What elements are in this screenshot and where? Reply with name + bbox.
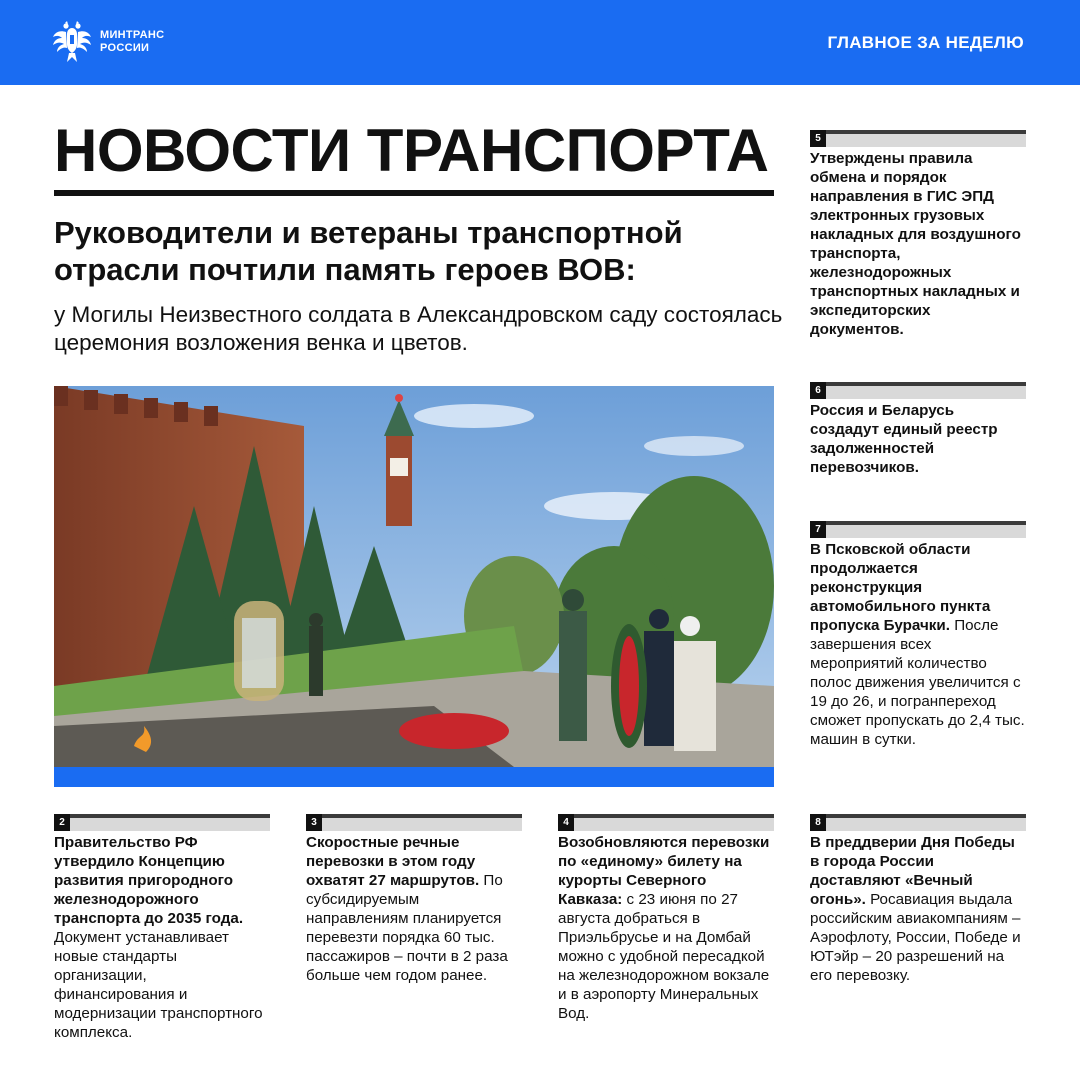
news-number: 8 <box>810 814 826 831</box>
title-underline <box>54 190 774 196</box>
news-item-header <box>306 814 522 831</box>
week-label: ГЛАВНОЕ ЗА НЕДЕЛЮ <box>827 33 1024 52</box>
news-number: 6 <box>810 382 826 399</box>
ministry-logo[interactable] <box>52 20 164 64</box>
news-item-header <box>810 382 1026 399</box>
news-headline: В Псковской области продолжается реконструкция автомобильного пункта пропуска Бурачки. <box>810 541 991 634</box>
page-title: НОВОСТИ ТРАНСПОРТА <box>54 117 769 184</box>
news-item-2[interactable] <box>54 814 270 1042</box>
logo-text <box>100 29 164 55</box>
news-body <box>54 833 270 1042</box>
news-item-3[interactable] <box>306 814 522 985</box>
news-item-header <box>54 814 270 831</box>
news-body <box>810 401 1026 477</box>
lead-headline: Руководители и ветераны транспортной отрасли почтили память героев ВОВ: <box>54 215 683 287</box>
news-number: 4 <box>558 814 574 831</box>
news-text: После завершения всех мероприятий количество полос движения увеличится с 19 до 26, и погранпереход сможет пропускать до 2,4 тыс. машин в сутки. <box>810 617 1025 748</box>
news-body <box>306 833 522 985</box>
news-item-8[interactable] <box>810 814 1026 985</box>
top-bar <box>0 0 1080 85</box>
logo-line-2: РОССИИ <box>100 42 150 54</box>
news-text: Документ устанавливает новые стандарты организации, финансирования и модернизации транспортного комплекса. <box>54 929 263 1041</box>
news-body <box>558 833 774 1023</box>
news-body <box>810 833 1026 985</box>
news-item-4[interactable] <box>558 814 774 1023</box>
news-headline: Возобновляются перевозки по «единому» билету на курорты Северного Кавказа: <box>558 834 770 908</box>
news-text: Росавиация выдала российским авиакомпаниям – Аэрофлоту, России, Победе и ЮТэйр – 20 разрешений на его перевозку. <box>810 891 1021 984</box>
news-item-header <box>810 130 1026 147</box>
lead-subheadline: у Могилы Неизвестного солдата в Александровском саду состоялась церемония возложения венка и цветов. <box>54 302 783 355</box>
news-headline: Скоростные речные перевозки в этом году охватят 27 маршрутов. <box>306 834 484 889</box>
news-number: 7 <box>810 521 826 538</box>
news-headline: Правительство РФ утвердило Концепцию развития пригородного железнодорожного транспорта до 2035 года. <box>54 834 244 927</box>
news-item-5[interactable] <box>810 130 1026 339</box>
logo-line-1: МИНТРАНС <box>100 29 165 41</box>
news-headline: В преддверии Дня Победы в города России доставляют «Вечный огонь». <box>810 834 1015 908</box>
news-item-header <box>558 814 774 831</box>
photo-accent-strip <box>54 767 774 787</box>
lead-photo <box>54 386 774 767</box>
news-number: 2 <box>54 814 70 831</box>
news-text: с 23 июня по 27 августа добраться в Приэльбрусье и на Домбай можно с удобной пересадкой на железнодорожном вокзале и в аэропорту Минеральных Вод. <box>558 891 770 1022</box>
news-body <box>810 149 1026 339</box>
news-body <box>810 540 1026 749</box>
news-item-7[interactable] <box>810 521 1026 749</box>
news-text: По субсидируемым направлениям планируется перевезти порядка 60 тыс. пассажиров – почти в 2 раза больше чем годом ранее. <box>306 872 508 984</box>
news-number: 3 <box>306 814 322 831</box>
news-item-header <box>810 814 1026 831</box>
news-item-6[interactable] <box>810 382 1026 477</box>
eagle-emblem-icon <box>52 20 92 64</box>
news-number: 5 <box>810 130 826 147</box>
news-headline: Утверждены правила обмена и порядок направления в ГИС ЭПД электронных грузовых накладных для воздушного транспорта, железнодорожных транспортных накладных и экспедиторских документов. <box>810 150 1021 338</box>
news-headline: Россия и Беларусь создадут единый реестр задолженностей перевозчиков. <box>810 402 998 476</box>
news-item-header <box>810 521 1026 538</box>
